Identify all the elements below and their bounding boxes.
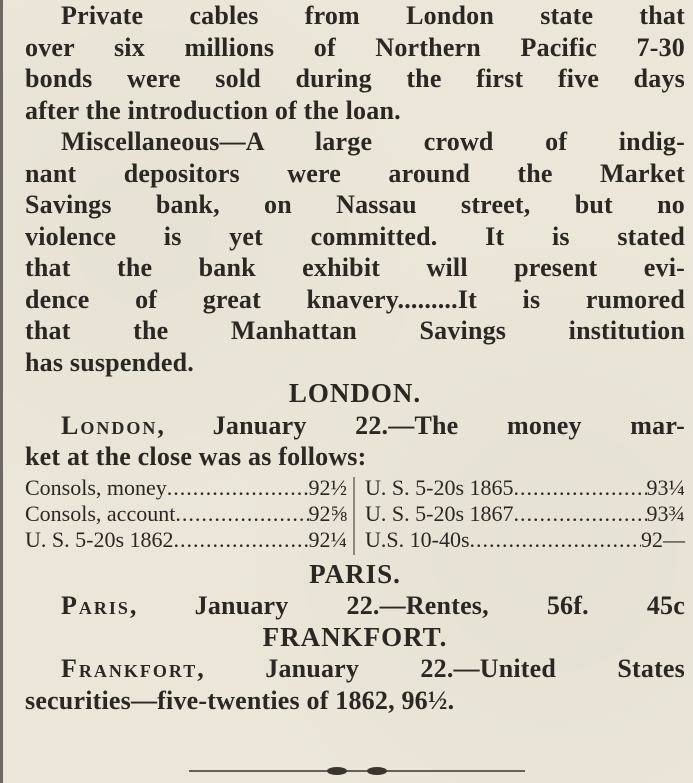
dateline-place: Frankfort <box>61 654 198 683</box>
text-line: bonds were sold during the first five days <box>25 64 685 93</box>
paris-dateline-line <box>25 590 685 622</box>
london-dateline-line <box>25 410 685 442</box>
quote-row <box>365 501 685 527</box>
paragraph-northern-pacific <box>25 0 685 126</box>
text-line: over six millions of Northern Pacific 7-30 <box>25 32 685 62</box>
text-line: Private cables from London state that <box>61 1 685 30</box>
market-quotes-table <box>25 475 685 559</box>
text-line: that the bank exhibit will present evi- <box>25 253 685 282</box>
quote-row <box>25 475 347 501</box>
text-line: Savings bank, on Nassau street, but no <box>25 190 685 219</box>
leader-dots <box>175 501 308 527</box>
frankfort-dateline-line <box>25 653 685 685</box>
quote-row <box>25 501 347 527</box>
section-heading-frankfort: FRANKFORT. <box>262 621 448 652</box>
leader-dots <box>514 501 647 527</box>
quotes-column-left <box>25 475 347 553</box>
text-line: securities—five-twenties of 1862, 96½. <box>25 685 455 715</box>
text-line: that the Manhattan Savings institution <box>25 316 685 345</box>
paragraph-miscellaneous <box>25 126 685 378</box>
quote-label: U. S. 5-20s 1865 <box>365 474 514 500</box>
text-line: Miscellaneous—A large crowd of indig- <box>61 127 685 156</box>
dateline-place: Paris <box>61 591 130 620</box>
leader-dots <box>470 527 641 553</box>
column-divider <box>353 477 355 555</box>
leader-dots <box>167 475 309 501</box>
quote-value: 92½ <box>308 474 347 500</box>
text-line: violence is yet committed. It is stated <box>25 221 685 251</box>
section-heading-paris: PARIS. <box>309 558 401 589</box>
leader-dots <box>174 527 309 553</box>
dateline-text: , January 22.—Rentes, 56f. 45c <box>129 591 685 620</box>
quote-value: 93¼ <box>646 474 685 500</box>
article-column <box>25 0 685 716</box>
quote-label: U. S. 5-20s 1867 <box>365 500 514 526</box>
quote-row <box>25 527 347 553</box>
text-line: nant depositors were around the Market <box>25 158 685 188</box>
dateline-place: London <box>61 410 158 440</box>
quote-label: Consols, account <box>25 500 176 526</box>
text-line: has suspended. <box>25 347 194 377</box>
text-line: ket at the close was as follows: <box>25 442 367 471</box>
quotes-column-right <box>365 475 685 553</box>
quote-label: U. S. 5-20s 1862 <box>25 526 174 552</box>
text-line: after the introduction of the loan. <box>25 95 401 125</box>
quote-value: 92⅝ <box>308 500 347 526</box>
section-heading-london: LONDON. <box>288 378 422 408</box>
quote-value: 92— <box>641 526 685 552</box>
dateline-text: , January 22.—United States <box>197 654 685 683</box>
dateline-text: , January 22.—The money mar- <box>157 410 685 440</box>
quote-label: U.S. 10-40s <box>365 526 470 552</box>
dash-ornament <box>189 766 525 776</box>
quote-value: 93¾ <box>646 500 685 526</box>
quote-row <box>365 475 685 501</box>
quote-value: 92¼ <box>308 526 347 552</box>
leader-dots <box>514 475 647 501</box>
text-line: dence of great knavery.........It is rumored <box>25 284 685 314</box>
quote-label: Consols, money <box>25 474 167 500</box>
quote-row <box>365 527 685 553</box>
